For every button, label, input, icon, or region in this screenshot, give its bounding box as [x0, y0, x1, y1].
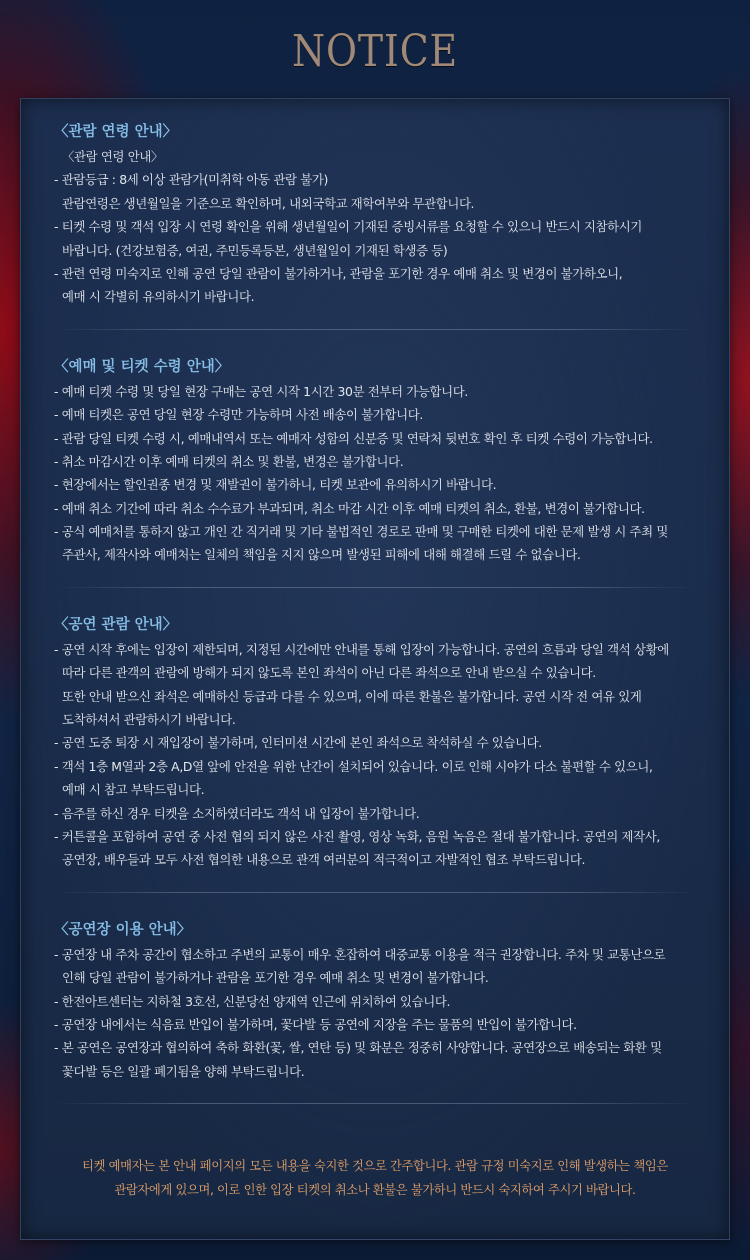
notice-line: - 공연 도중 퇴장 시 재입장이 불가하며, 인터미션 시간에 본인 좌석으로 착석하실 수 있습니다.: [54, 735, 542, 751]
notice-line: 꽃다발 등은 일괄 폐기됨을 양해 부탁드립니다.: [62, 1063, 305, 1079]
section-divider: [54, 329, 697, 330]
notice-line: - 한전아트센터는 지하철 3호선, 신분당선 양재역 인근에 위치하여 있습니다.: [54, 993, 451, 1009]
notice-line: 예매 시 각별히 유의하시기 바랍니다.: [62, 289, 255, 305]
section-age-rating: [54, 121, 705, 330]
notice-line: - 공식 예매처를 통하지 않고 개인 간 직거래 및 기타 불법적인 경로로 판매 및 구매한 티켓에 대한 문제 발생 시 주최 및: [54, 524, 668, 540]
notice-line: 관람연령은 생년월일을 기준으로 확인하며, 내외국학교 재학여부와 무관합니다.: [62, 195, 475, 211]
notice-line: - 객석 1층 M열과 2층 A,D열 앞에 안전을 위한 난간이 설치되어 있습니다. 이로 인해 시야가 다소 불편할 수 있으니,: [54, 758, 653, 774]
section-performance-viewing: [54, 614, 705, 893]
notice-line: - 예매 티켓은 공연 당일 현장 수령만 가능하며 사전 배송이 불가합니다.: [54, 407, 423, 423]
notice-line: - 공연장 내에서는 식음료 반입이 불가하며, 꽃다발 등 공연에 지장을 주는 물품의 반입이 불가합니다.: [54, 1016, 577, 1032]
notice-line: 따라 다른 관객의 관람에 방해가 되지 않도록 본인 좌석이 아닌 다른 좌석으로 안내 받으실 수 있습니다.: [62, 665, 596, 681]
notice-line: - 관람등급 : 8세 이상 관람가(미취학 아동 관람 불가): [54, 172, 328, 188]
notice-line: 주관사, 제작사와 예매처는 일체의 책임을 지지 않으며 발생된 피해에 대해 해결해 드릴 수 없습니다.: [62, 547, 581, 563]
notice-line: 바랍니다. (건강보험증, 여권, 주민등록등본, 생년월일이 기재된 학생증 등): [62, 242, 448, 258]
section-heading: 〈공연 관람 안내〉: [54, 616, 178, 633]
notice-line: - 예매 취소 기간에 따라 취소 수수료가 부과되며, 취소 마감 시간 이후 예매 티켓의 취소, 환불, 변경이 불가합니다.: [54, 500, 645, 516]
section-heading: 〈예매 및 티켓 수령 안내〉: [54, 358, 230, 375]
notice-line: - 관련 연령 미숙지로 인해 공연 당일 관람이 불가하거나, 관람을 포기한 경우 예매 취소 및 변경이 불가하오니,: [54, 265, 623, 281]
section-heading: 〈공연장 이용 안내〉: [54, 921, 192, 938]
page-title: NOTICE: [291, 26, 459, 77]
footer-disclaimer: [21, 1154, 729, 1202]
notice-line: - 커튼콜을 포함하여 공연 중 사전 협의 되지 않은 사진 촬영, 영상 녹화, 음원 녹음은 절대 불가합니다. 공연의 제작사,: [54, 828, 660, 844]
notice-line: 〈관람 연령 안내〉: [62, 149, 163, 164]
notice-line: - 현장에서는 할인권종 변경 및 재발권이 불가하니, 티켓 보관에 유의하시기 바랍니다.: [54, 477, 497, 493]
notice-line: 공연장, 배우들과 모두 사전 협의한 내용으로 관객 여러분의 적극적이고 자발적인 협조 부탁드립니다.: [62, 852, 586, 868]
section-heading: 〈관람 연령 안내〉: [54, 124, 178, 140]
section-divider: [54, 892, 697, 893]
section-divider: [54, 587, 697, 588]
footer-line: 티켓 예매자는 본 안내 페이지의 모든 내용을 숙지한 것으로 간주합니다. 관람 규정 미숙지로 인해 발생하는 책임은: [82, 1159, 668, 1173]
notice-line: - 관람 당일 티켓 수령 시, 예매내역서 또는 예매자 성함의 신분증 및 연락처 뒷번호 확인 후 티켓 수령이 가능합니다.: [54, 430, 653, 446]
notice-line: - 음주를 하신 경우 티켓을 소지하였더라도 객석 내 입장이 불가합니다.: [54, 805, 420, 821]
notice-line: 또한 안내 받으신 좌석은 예매하신 등급과 다를 수 있으며, 이에 따른 환불은 불가합니다. 공연 시작 전 여유 있게: [62, 688, 642, 704]
section-venue-use: [54, 919, 705, 1104]
footer-line: 관람자에게 있으며, 이로 인한 입장 티켓의 취소나 환불은 불가하니 반드시 숙지하여 주시기 바랍니다.: [114, 1183, 636, 1197]
notice-line: 도착하셔서 관람하시기 바랍니다.: [62, 712, 236, 728]
notice-line: - 티켓 수령 및 객석 입장 시 연령 확인을 위해 생년월일이 기재된 증빙서류를 요청할 수 있으니 반드시 지참하시기: [54, 219, 642, 235]
notice-line: - 공연장 내 주차 공간이 협소하고 주변의 교통이 매우 혼잡하여 대중교통 이용을 적극 권장합니다. 주차 및 교통난으로: [54, 946, 666, 962]
section-divider: [54, 1103, 697, 1104]
notice-line: 예매 시 참고 부탁드립니다.: [62, 782, 205, 798]
section-booking-ticket: [54, 356, 705, 588]
notice-line: - 취소 마감시간 이후 예매 티켓의 취소 및 환불, 변경은 불가합니다.: [54, 453, 404, 469]
notice-line: - 본 공연은 공연장과 협의하여 축하 화환(꽃, 쌀, 연탄 등) 및 화분은 정중히 사양합니다. 공연장으로 배송되는 화환 및: [54, 1040, 662, 1056]
notice-line: 인해 당일 관람이 불가하거나 관람을 포기한 경우 예매 취소 및 변경이 불가합니다.: [62, 970, 489, 986]
notice-line: - 예매 티켓 수령 및 당일 현장 구매는 공연 시작 1시간 30분 전부터 가능합니다.: [54, 383, 468, 399]
notice-line: - 공연 시작 후에는 입장이 제한되며, 지정된 시간에만 안내를 통해 입장이 가능합니다. 공연의 흐름과 당일 객석 상황에: [54, 641, 669, 657]
notice-panel: [20, 98, 730, 1240]
